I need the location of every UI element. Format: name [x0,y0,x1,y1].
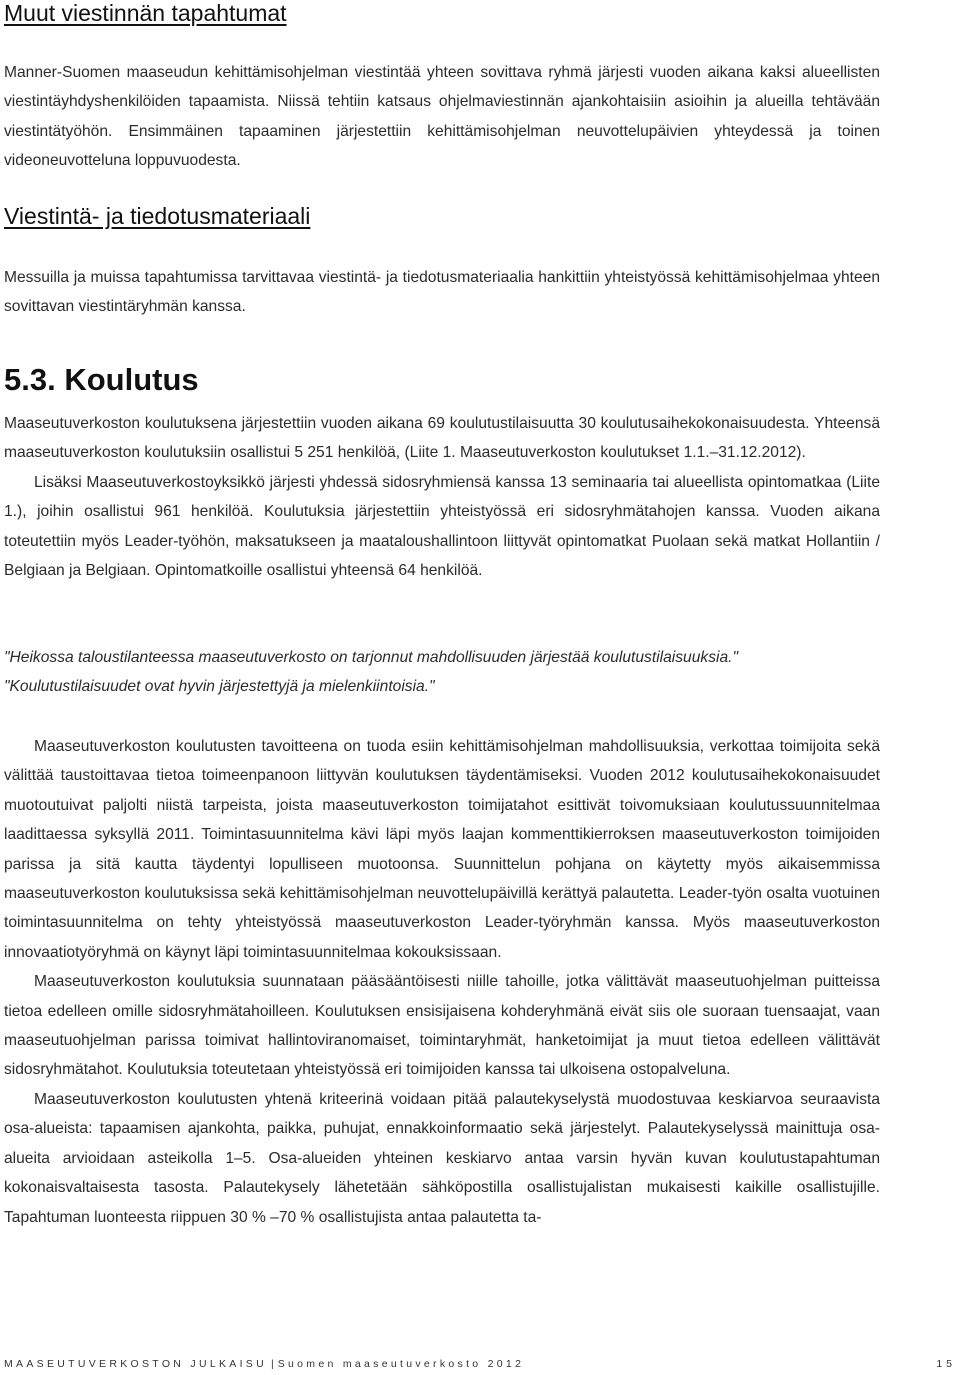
paragraph-feedback: Maaseutuverkoston koulutusten yhtenä kriteerinä voidaan pitää palautekyselystä muodostuvaa keskiarvoa seuraavista osa-alueista: tapaamisen ajankohta, paikka, puhujat, ennakkoinformaatio sekä järjestelyt. Palautekyselyssä mainittuja osa-alueita arvioidaan asteikolla 1–5. Osa-alueiden yhteinen keskiarvo antaa varsin hyvän kuvan koulutustapahtuman kokonaisvaltaisesta tasosta. Palautekysely lähetetään sähköpostilla osallistujalistan mukaisesti kaikille osallistujille. Tapahtuman luonteesta riippuen 30 % –70 % osallistujista antaa palautetta ta- [4,1090,880,1226]
footer-title: Suomen maaseutuverkosto 2012 [277,1358,525,1370]
paragraph-events [4,58,880,176]
footer-separator: | [270,1358,274,1370]
footer-publication: MAASEUTUVERKOSTON JULKAISU [4,1358,267,1370]
paragraphs-training-intro [4,409,880,585]
paragraph-training-count: Maaseutuverkoston koulutuksena järjestettiin vuoden aikana 69 koulutustilaisuutta 30 koulutusaihekokonaisuudesta. Yhteensä maaseutuverkoston koulutuksiin osallistui 5 251 henkilöä, (Liite 1. Maaseutuverkoston koulutukset 1.1.–31.12.2012). [4,415,880,462]
paragraph-text: Messuilla ja muissa tapahtumissa tarvittavaa viestintä- ja tiedotusmateriaalia hankittiin yhteistyössä kehittämisohjelmaa yhteen sovittavan viestintäryhmän kanssa. [4,269,880,316]
paragraph-materials [4,263,880,322]
feedback-quotes [4,643,880,702]
quote-2: "Koulutustilaisuudet ovat hyvin järjestettyjä ja mielenkiintoisia." [4,678,435,696]
chapter-heading-koulutus: 5.3. Koulutus [4,362,199,397]
paragraph-seminars: Lisäksi Maaseutuverkostoyksikkö järjesti yhdessä sidosryhmiensä kanssa 13 seminaaria tai alueellista opintomatkaa (Liite 1.), joihin osallistui 961 henkilöä. Koulutuksia järjestettiin yhteistyössä eri sidosryhmätahojen kanssa. Vuoden aikana toteutettiin myös Leader-työhön, maksatukseen ja maataloushallintoon liittyvät opintomatkat Puolaan sekä matkat Hollantiin / Belgiaan ja Belgiaan. Opintomatkoille osallistui yhteensä 64 henkilöä. [4,473,880,580]
paragraph-text: Manner-Suomen maaseudun kehittämisohjelman viestintää yhteen sovittava ryhmä järjesti vuoden aikana kaksi alueellisten viestintäyhdyshenkilöiden tapaamista. Niissä tehtiin katsaus ohjelmaviestinnän ajankohtaisiin asioihin ja alueilla tehtävään viestintätyöhön. Ensimmäinen tapaaminen järjestettiin kehittämisohjelman neuvottelupäivien yhteydessä ja toinen videoneuvotteluna loppuvuodesta. [4,64,880,170]
quote-1: "Heikossa taloustilanteessa maaseutuverkosto on tarjonnut mahdollisuuden järjestää koulutustilaisuuksia." [4,649,738,666]
section-heading-muut-viestinnan-tapahtumat: Muut viestinnän tapahtumat [4,0,287,26]
paragraph-target-groups: Maaseutuverkoston koulutuksia suunnataan pääsääntöisesti niille tahoille, jotka välittävät maaseutuohjelman puitteissa tietoa edelleen omille sidosryhmätahoilleen. Koulutuksen ensisijaisena kohderyhmänä eivät siis ole suoraan tuensaajat, vaan maaseutuohjelman parissa toimivat hallintoviranomaiset, toimintaryhmät, hanketoimijat ja muut tietoa edelleen välittävät sidosryhmätahot. Koulutuksia toteutetaan yhteistyössä eri toimijoiden kanssa tai ulkoisena ostopalveluna. [4,973,880,1079]
page-footer [4,1357,956,1371]
section-heading-materials: Viestintä- ja tiedotusmateriaali [4,203,311,229]
page-number: 15 [936,1358,956,1370]
paragraph-goals: Maaseutuverkoston koulutusten tavoitteena on tuoda esiin kehittämisohjelman mahdollisuuksia, verkottaa toimijoita sekä välittää taustoittavaa tietoa toimeenpanoon liittyvän koulutuksen täydentämiseksi. Vuoden 2012 koulutusaihekokonaisuudet muotoutuivat paljolti niistä tarpeista, joista maaseutuverkoston toimijatahot esittivät toivomuksiaan koulutussuunnitelmaa laadittaessa syksyllä 2011. Toimintasuunnitelma kävi läpi myös laajan kommenttikierroksen maaseutuverkoston toimijoiden parissa ja sitä kautta täydentyi lopulliseen muotoonsa. Suunnittelun pohjana on käytetty myös aikaisemmissa maaseutuverkoston koulutuksissa sekä kehittämisohjelman neuvottelupäivillä kerättyä palautetta. Leader-työn osalta vuotuinen toimintasuunnitelma on tehty yhteistyössä maaseutuverkoston Leader-työryhmän kanssa. Myös maaseutuverkoston innovaatiotyöryhmä on käynyt läpi toimintasuunnitelmaa kokouksissaan. [4,738,880,961]
paragraphs-training-body [4,732,880,1232]
